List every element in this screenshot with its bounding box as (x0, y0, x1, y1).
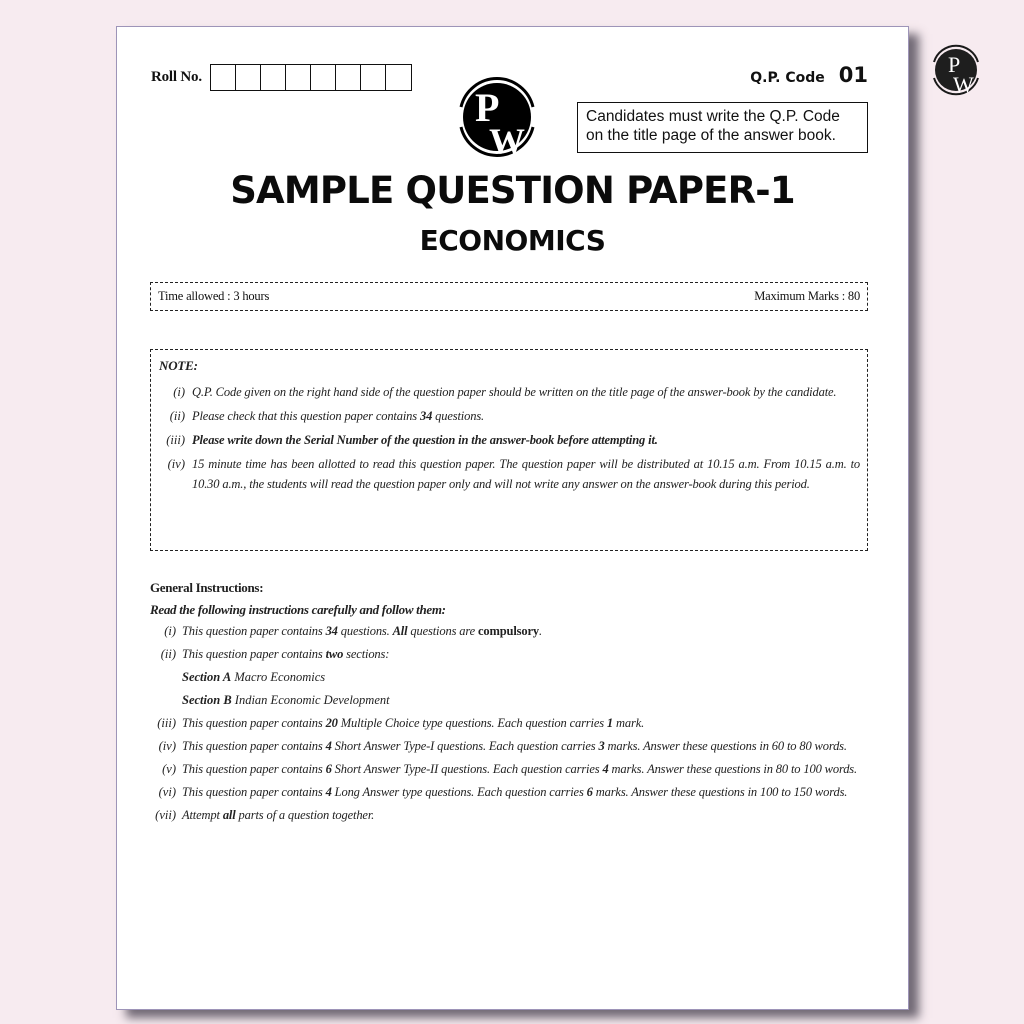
instruction-item: (iii) This question paper contains 20 Multiple Choice type questions. Each question carries 1 mark. (157, 716, 645, 730)
note-item-number: (i) (173, 385, 185, 399)
note-item-number: (iii) (166, 433, 185, 447)
roll-digit-box[interactable] (211, 65, 236, 90)
instruction-item: (vii) Attempt all parts of a question together. (155, 808, 375, 822)
instruction-item: (ii) This question paper contains two sections: (160, 647, 390, 661)
instruction-item: (iv) This question paper contains 4 Short Answer Type-I questions. Each question carries 3 marks. Answer these questions in 60 to 80 words. (158, 739, 847, 753)
roll-number-field (151, 64, 412, 91)
general-instructions-subheading: Read the following instructions carefully and follow them: (150, 602, 446, 617)
note-item (159, 406, 860, 426)
instruction-item: (v) This question paper contains 6 Short Answer Type-II questions. Each question carries 4 marks. Answer these questions in 80 to 100 words. (162, 762, 857, 776)
note-item-text: 15 minute time has been allotted to read this question paper. The question paper will be distributed at 10.15 a.m. From 10.15 a.m. to 10.30 a.m., the students will read the question paper only and will not write any answer on the answer-book during this period. (192, 457, 860, 491)
note-item-text: Q.P. Code given on the right hand side of the question paper should be written on the title page of the answer-book by the candidate. (192, 385, 837, 399)
time-allowed: Time allowed : 3 hours (158, 289, 270, 303)
roll-digit-box[interactable] (236, 65, 261, 90)
roll-number-boxes[interactable] (210, 64, 412, 91)
section-a-line: Section A Macro Economics (182, 670, 326, 684)
note-item-text: Please write down the Serial Number of the question in the answer-book before attempting it. (192, 433, 658, 447)
qp-code-instruction-box (577, 102, 868, 153)
instruction-item: (i) This question paper contains 34 questions. All questions are compulsory. (164, 624, 542, 638)
instruction-item: (vi) This question paper contains 4 Long Answer type questions. Each question carries 6 marks. Answer these questions in 100 to 150 words. (158, 785, 848, 799)
roll-digit-box[interactable] (361, 65, 386, 90)
note-item-number: (ii) (169, 409, 185, 423)
note-item (159, 382, 860, 402)
svg-text:P: P (948, 52, 961, 77)
subject-title: ECONOMICS (419, 224, 606, 257)
general-instructions-heading: General Instructions: (150, 580, 264, 595)
note-box (150, 349, 868, 551)
maximum-marks: Maximum Marks : 80 (754, 289, 860, 303)
roll-digit-box[interactable] (311, 65, 336, 90)
section-b-line: Section B Indian Economic Development (182, 693, 390, 707)
qp-code-value: 01 (838, 63, 868, 87)
qp-code-label: Q.P. Code (750, 70, 825, 86)
note-item-text: Please check that this question paper contains 34 questions. (192, 409, 485, 423)
roll-number-label: Roll No. (151, 69, 202, 85)
note-item (159, 454, 860, 494)
svg-text:P: P (475, 85, 500, 130)
roll-digit-box[interactable] (386, 65, 411, 90)
general-instructions (150, 580, 868, 831)
roll-digit-box[interactable] (261, 65, 286, 90)
note-item-number: (iv) (167, 457, 185, 471)
roll-digit-box[interactable] (336, 65, 361, 90)
question-paper-page (116, 26, 909, 1010)
exam-meta-box (150, 282, 868, 311)
qp-note-line: Candidates must write the Q.P. Code (586, 108, 840, 125)
qp-note-line: on the title page of the answer book. (586, 127, 836, 144)
svg-text:W: W (489, 121, 525, 161)
note-item (159, 430, 860, 450)
note-heading: NOTE: (159, 358, 198, 373)
roll-digit-box[interactable] (286, 65, 311, 90)
qp-code (750, 63, 868, 87)
pw-logo-icon (453, 73, 541, 161)
corner-pw-logo-icon (926, 40, 986, 100)
page-title: SAMPLE QUESTION PAPER-1 (230, 169, 795, 212)
svg-text:W: W (953, 72, 974, 97)
